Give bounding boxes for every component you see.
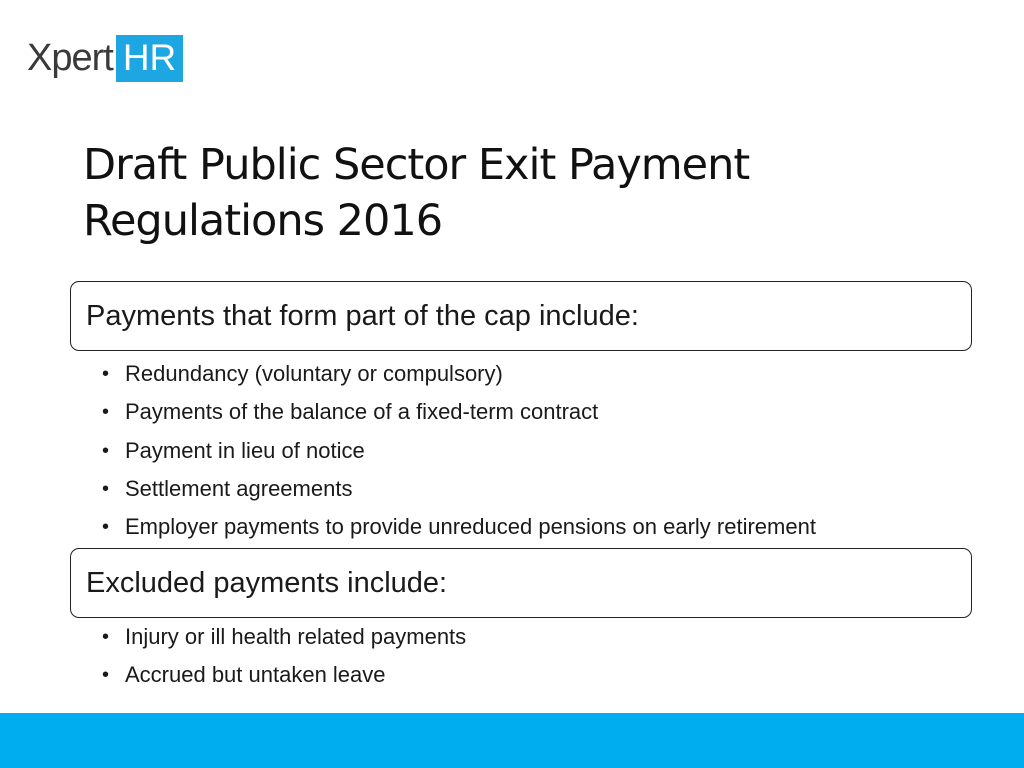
included-payments-heading: Payments that form part of the cap include: <box>86 299 639 332</box>
logo-text-xpert: Xpert <box>27 37 113 79</box>
list-item <box>100 618 466 656</box>
excluded-payments-list <box>100 618 466 695</box>
excluded-payments-heading-box <box>70 548 972 618</box>
logo-text-hr: HR <box>116 35 183 82</box>
bullet-icon: • <box>102 664 110 687</box>
bullet-icon: • <box>102 626 110 648</box>
list-item-text: Redundancy (voluntary or compulsory) <box>125 361 503 386</box>
bullet-icon: • <box>102 401 110 424</box>
list-item-text: Payment in lieu of notice <box>125 437 365 463</box>
footer-bar <box>0 713 1024 768</box>
excluded-payments-heading: Excluded payments include: <box>86 566 448 599</box>
list-item-text: Settlement agreements <box>125 475 353 501</box>
included-payments-list <box>100 355 816 546</box>
bullet-icon: • <box>102 477 110 500</box>
bullet-icon: • <box>102 439 110 462</box>
list-item-text: Injury or ill health related payments <box>125 624 467 649</box>
list-item <box>100 656 466 694</box>
list-item-text: Payments of the balance of a fixed-term contract <box>125 399 599 425</box>
list-item <box>100 470 816 508</box>
list-item-text: Accrued but untaken leave <box>125 662 386 688</box>
list-item <box>100 508 816 546</box>
bullet-icon: • <box>102 363 110 385</box>
list-item <box>100 432 816 470</box>
xperthr-logo <box>27 33 183 83</box>
list-item-text: Employer payments to provide unreduced pensions on early retirement <box>125 514 816 540</box>
bullet-icon: • <box>102 516 110 539</box>
included-payments-heading-box <box>70 281 972 351</box>
list-item <box>100 393 816 431</box>
slide-title: Draft Public Sector Exit Payment Regulations 2016 <box>83 140 750 246</box>
list-item <box>100 355 816 393</box>
